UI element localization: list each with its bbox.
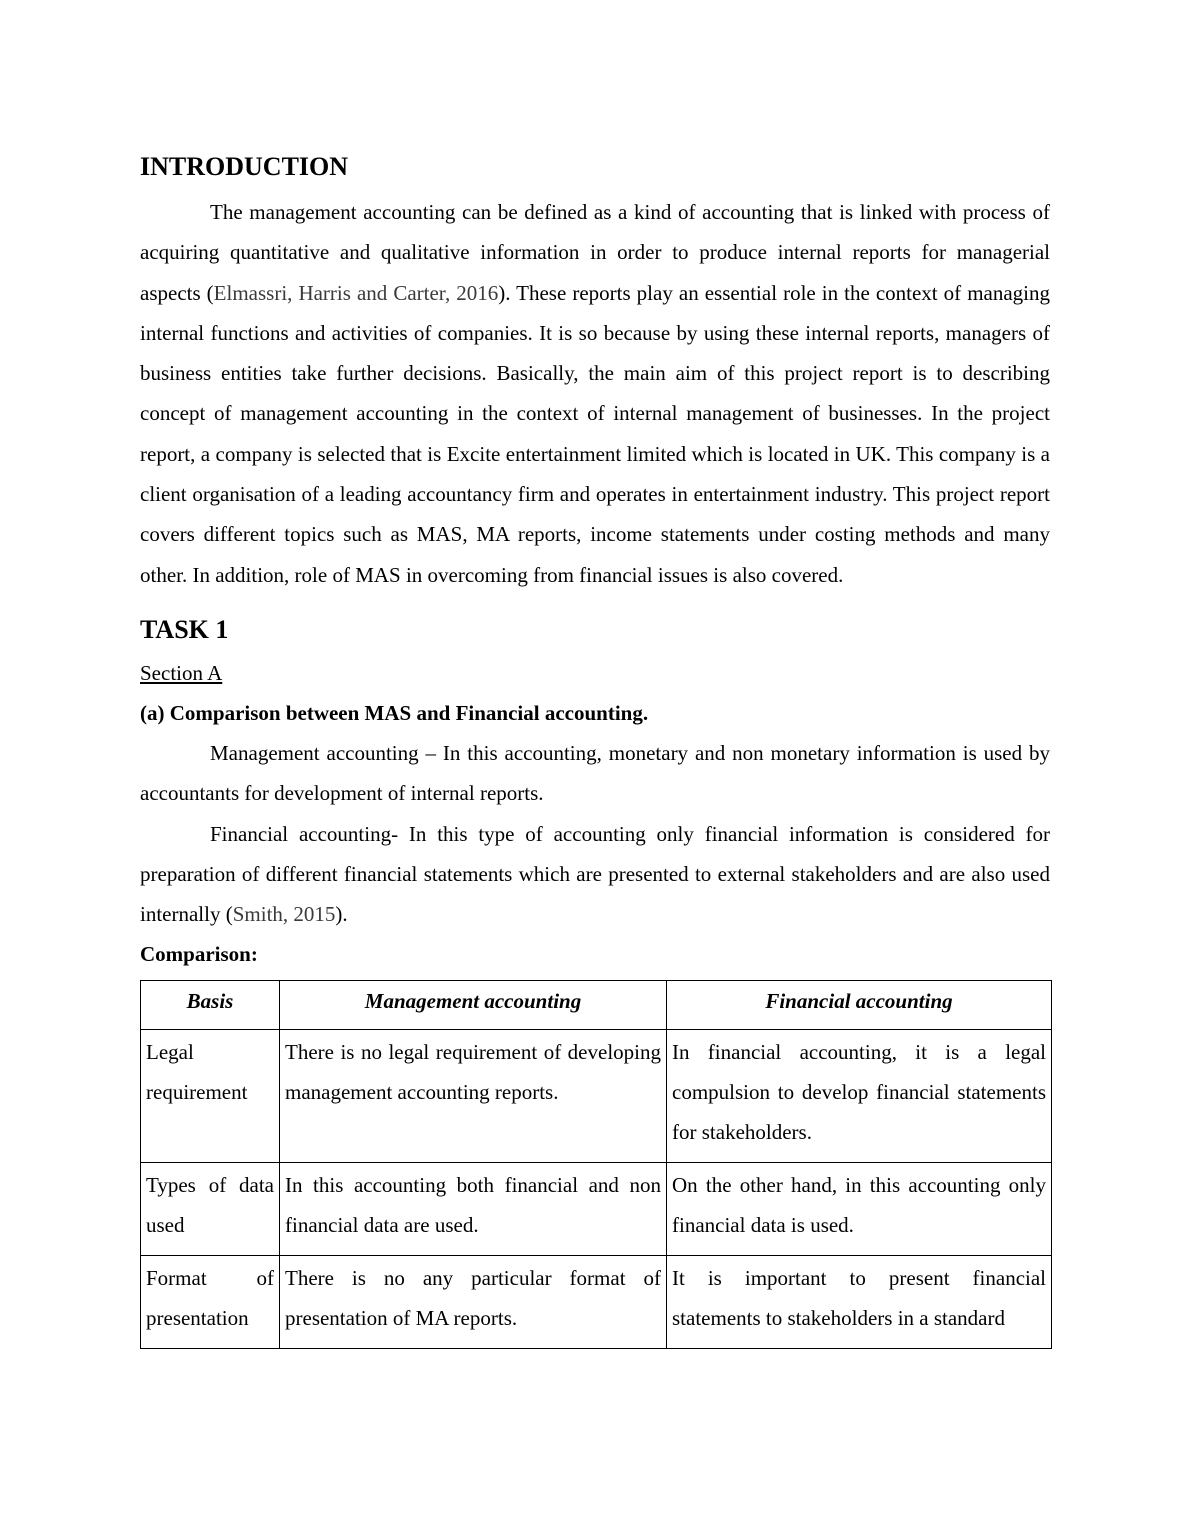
header-basis: Basis	[141, 981, 280, 1030]
management-accounting-paragraph: Management accounting – In this accounting, monetary and non monetary information is used by accountants for development of internal reports.	[140, 740, 1050, 806]
introduction-text-2: ). These reports play an essential role in the context of managing internal functions and activities of companies. It is so because by using these internal reports, managers of business entities take further decisions. Basically, the main aim of this project report is to describing concept of management accounting in the context of internal management of businesses. In the project report, a company is selected that is Excite entertainment limited which is located in UK. This company is a client organisation of a leading accountancy firm and operates in entertainment industry. This project report covers different topics such as MAS, MA reports, income statements under costing methods and many other. In addition, role of MAS in overcoming from financial issues is also covered.	[140, 280, 1051, 587]
table-row	[141, 1163, 1052, 1256]
section-a-label: Section A	[140, 660, 223, 685]
comparison-subheading: (a) Comparison between MAS and Financial accounting.	[140, 700, 649, 725]
financial-accounting-paragraph	[140, 814, 1050, 935]
table-row	[141, 1030, 1052, 1163]
comparison-table	[140, 980, 1052, 1349]
citation-smith: Smith, 2015	[232, 902, 336, 927]
cell-financial: In financial accounting, it is a legal compulsion to develop financial statements for stakeholders.	[667, 1030, 1052, 1163]
financial-accounting-text-1: Financial accounting- In this type of accounting only financial information is considered for preparation of different financial statements which are presented to external stakeholders and are also used internally (	[140, 821, 1050, 927]
cell-financial: On the other hand, in this accounting only financial data is used.	[667, 1163, 1052, 1256]
introduction-text-1: The management accounting can be defined as a kind of accounting that is linked with process of acquiring quantitative and qualitative information in order to produce internal reports for managerial aspects (	[140, 200, 1050, 305]
comparison-label: Comparison:	[140, 942, 258, 967]
table-row	[141, 1256, 1052, 1349]
header-financial-accounting: Financial accounting	[667, 981, 1052, 1030]
cell-basis: Format of presentation	[141, 1256, 280, 1349]
cell-management: In this accounting both financial and non financial data are used.	[280, 1163, 667, 1256]
citation-elmassri: Elmassri, Harris and Carter, 2016	[213, 280, 499, 305]
task1-heading: TASK 1	[140, 614, 229, 644]
header-management-accounting: Management accounting	[280, 981, 667, 1030]
financial-accounting-text-2: ).	[335, 902, 348, 927]
introduction-heading: INTRODUCTION	[140, 152, 349, 181]
cell-basis: Types of data used	[141, 1163, 280, 1256]
document-page	[140, 150, 1050, 1349]
introduction-paragraph	[140, 192, 1050, 595]
cell-management: There is no any particular format of presentation of MA reports.	[280, 1256, 667, 1349]
cell-financial: It is important to present financial statements to stakeholders in a standard	[667, 1256, 1052, 1349]
cell-management: There is no legal requirement of developing management accounting reports.	[280, 1030, 667, 1163]
cell-basis: Legal requirement	[141, 1030, 280, 1163]
table-header-row	[141, 981, 1052, 1030]
